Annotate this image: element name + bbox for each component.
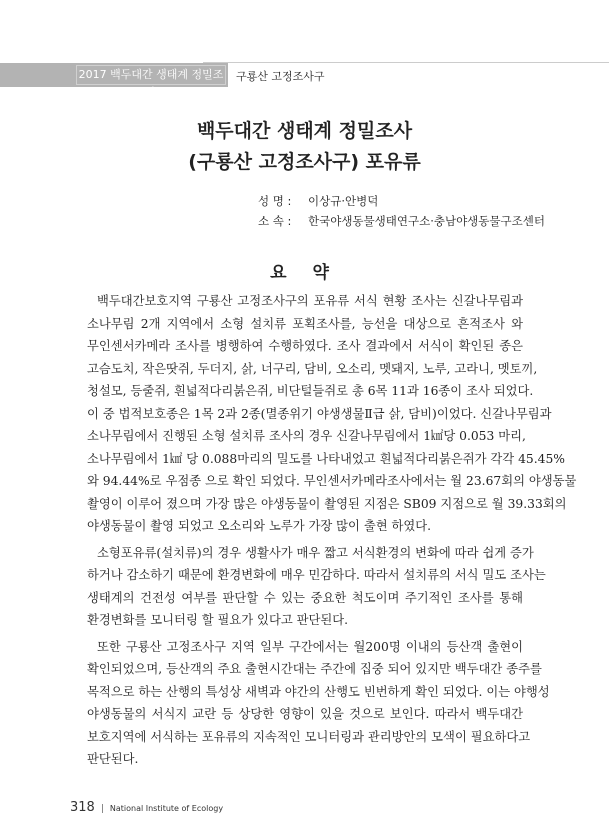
author-key: 성 명 : [258,194,292,208]
author-value: 이상규·안병덕 [308,194,379,208]
paragraph-line: 또한 구룡산 고정조사구 지역 일부 구간에서는 월200명 이내의 등산객 출현이 [97,639,523,654]
paragraph-line: 촬영이 이루어 졌으며 가장 많은 야생동물이 촬영된 지점은 SB09 지점으로 월 39.33회의 [87,496,567,511]
paragraph-line: 와 94.44%로 우점종 으로 확인 되었다. 무인센서카메라조사에서는 월 23.67회의 야생동물 [87,474,577,488]
footer [70,796,223,815]
paragraph [87,290,577,538]
affiliation-row [258,213,545,229]
title-line-1: 백두대간 생태계 정밀조사 [196,120,413,142]
paragraph-line: 생태계의 건전성 여부를 판단할 수 있는 중요한 척도이며 주기적인 조사를 통해 [87,590,523,605]
paragraph-line: 청설모, 등줄쥐, 흰넓적다리붉은쥐, 비단털들쥐로 총 6목 11과 16종이 조사 되었다. [87,384,534,398]
paragraph-line: 하거나 감소하기 때문에 환경변화에 매우 민감하다. 따라서 설치류의 서식 밀도 조사는 [87,568,546,582]
paragraph-line: 야생동물의 서식지 교란 등 상당한 영향이 있을 것으로 보인다. 따라서 백두대간 [87,707,523,721]
paragraph-line: 판단된다. [87,752,139,766]
summary-heading: 요 약 [270,263,339,283]
paragraph-line: 소나무림에서 진행된 소형 설치류 조사의 경우 신갈나무림에서 1㎢당 0.053 마리, [87,429,526,443]
affiliation-key: 소 속 : [258,214,292,228]
paragraph-line: 고슴도치, 작은땃쥐, 두더지, 삵, 너구리, 담비, 오소리, 멧돼지, 노루, 고라니, 멧토끼, [87,361,538,376]
footer-organization: National Institute of Ecology [109,804,224,813]
paragraph-line: 소형포유류(설치류)의 경우 생활사가 매우 짧고 서식환경의 변화에 따라 쉽게 증가 [97,545,534,560]
footer-separator: | [100,804,104,814]
summary-body [87,290,577,775]
paragraph-line: 소나무림에서 1㎢ 당 0.088마리의 밀도를 나타내었고 흰넓적다리붉은쥐가 각각 45.45% [87,451,565,466]
header-section-label: 구룡산 고정조사구 [236,70,325,83]
paragraph-line: 이 중 법적보호종은 1목 2과 2종(멸종위기 야생생물Ⅱ급 삵, 담비)이었다. 신갈나무림과 [87,406,552,421]
paragraph-line: 목적으로 하는 산행의 특성상 새벽과 야간의 산행도 빈번하게 확인 되었다. 이는 야행성 [87,684,550,699]
paragraph-line: 환경변화를 모니터링 할 필요가 있다고 판단된다. [87,613,349,627]
title-line-2: (구룡산 고정조사구) 포유류 [188,151,421,173]
paragraph-line: 야생동물이 촬영 되었고 오소리와 노루가 가장 많이 출현 하였다. [87,519,432,533]
author-row [258,193,378,209]
paragraph-line: 소나무림 2개 지역에서 소형 설치류 포획조사를, 능선을 대상으로 흔적조사 와 [87,316,523,331]
affiliation-value: 한국야생동물생태연구소·충남야생동물구조센터 [308,214,545,228]
paragraph-line: 무인센서카메라 조사를 병행하여 수행하였다. 조사 결과에서 서식이 확인된 종은 [87,339,523,353]
header-rule [203,62,609,63]
paragraph-line: 보호지역에 서식하는 포유류의 지속적인 모니터링과 관리방안의 모색이 필요하다고 [87,729,531,744]
header-series-label: 2017 백두대간 생태계 정밀조사 [76,65,226,85]
paragraph-line: 백두대간보호지역 구룡산 고정조사구의 포유류 서식 현황 조사는 신갈나무림과 [97,294,523,308]
page-number: 318 [70,800,95,815]
paragraph [87,636,550,771]
paragraph [87,542,546,632]
paragraph-line: 확인되었으며, 등산객의 주요 출현시간대는 주간에 집중 되어 있지만 백두대간 종주를 [87,662,542,676]
